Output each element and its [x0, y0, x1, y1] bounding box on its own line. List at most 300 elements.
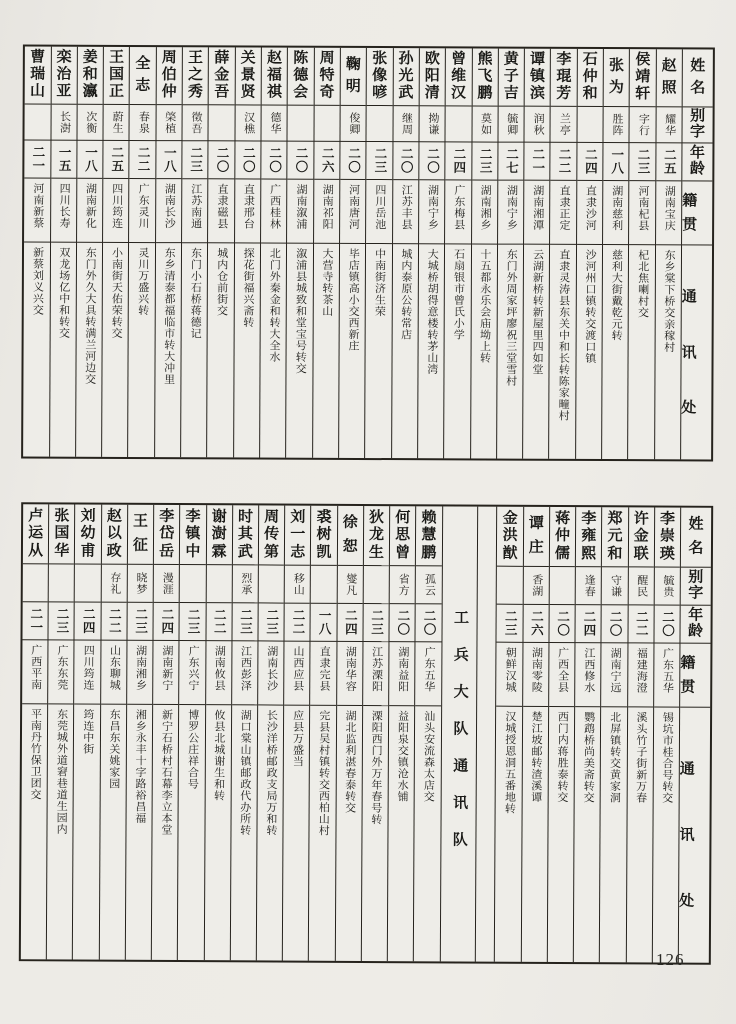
native-place-cell-text: 湖南长沙	[265, 645, 278, 692]
age-cell-text: 二〇	[555, 609, 570, 638]
name-cell-char: 志	[290, 544, 306, 561]
name-cell	[51, 47, 77, 105]
age-cell	[49, 602, 74, 640]
age-cell	[472, 142, 497, 180]
courtesy-name-cell	[311, 566, 336, 604]
address-cell-text: 沙河州口镇转交渡口镇	[583, 248, 597, 364]
name-cell	[180, 505, 206, 565]
name-cell-char: 清	[424, 85, 440, 102]
name-cell-char: 喭	[372, 85, 388, 102]
native-place-cell-text: 四川岳池	[373, 184, 386, 231]
native-place-cell	[103, 179, 129, 243]
age-cell	[337, 604, 362, 642]
courtesy-name-cell	[628, 567, 653, 605]
address-cell-text: 益阳泉交镇沧水铺	[396, 710, 409, 803]
native-place-cell	[127, 641, 153, 705]
address-cell-text: 东门外久大具转满兰河边交	[83, 246, 97, 385]
column-header	[682, 181, 712, 245]
courtesy-name-cell-text: 汉樵	[242, 111, 255, 135]
native-place-cell-text: 湖南新宁	[160, 644, 173, 691]
age-cell	[314, 142, 339, 180]
name-cell-char: 陈	[293, 50, 309, 67]
column-header	[681, 568, 711, 606]
name-cell	[314, 48, 340, 106]
age-cell	[288, 142, 313, 180]
address-cell	[73, 704, 100, 959]
courtesy-name-cell-text: 移山	[292, 572, 305, 596]
native-place-cell	[206, 641, 232, 705]
native-place-cell	[311, 642, 337, 706]
age-cell	[285, 604, 310, 642]
entry-column	[575, 49, 603, 459]
native-place-cell-text: 朝鲜汉城	[504, 646, 517, 693]
native-place-cell	[629, 181, 655, 245]
age-cell	[549, 605, 574, 643]
address-cell-text: 东门小石桥蒋德记	[189, 247, 202, 340]
courtesy-name-cell	[602, 567, 627, 605]
native-place-cell	[75, 640, 101, 704]
name-cell-char: 谭	[528, 516, 544, 533]
address-cell	[655, 245, 681, 459]
native-place-cell-text: 广东五华	[661, 647, 674, 694]
address-cell	[23, 242, 49, 456]
courtesy-name-cell	[183, 105, 208, 141]
age-cell-text: 二四	[81, 607, 96, 635]
age-cell-text: 二〇	[399, 147, 414, 175]
address-cell-text: 完县吴村镇转交西柏山村	[317, 709, 330, 837]
name-cell-char: 元	[607, 528, 623, 545]
address-cell-text: 中南街济生荣	[373, 248, 386, 318]
native-place-cell-text: 四川长寿	[58, 182, 71, 229]
address-cell-text: 东昌东关姚家园	[107, 708, 121, 790]
native-place-cell	[340, 180, 366, 244]
name-cell-char: 刘	[290, 509, 306, 526]
entry-column	[230, 505, 259, 960]
entry-column	[180, 47, 208, 457]
name-cell-char: 金	[633, 528, 649, 545]
name-cell-char: 崇	[659, 528, 675, 545]
entry-column	[75, 47, 103, 457]
address-cell	[600, 707, 627, 962]
entry-column	[46, 504, 75, 959]
age-cell-text: 二七	[504, 147, 519, 175]
courtesy-name-cell-text: 胜阵	[610, 113, 624, 137]
name-cell-char: 赵	[266, 50, 283, 67]
entry-column	[334, 506, 363, 961]
column-header	[680, 644, 710, 708]
name-cell-char: 生	[368, 544, 384, 561]
name-cell-char: 赖	[421, 509, 437, 526]
name-cell-char: 秀	[187, 84, 203, 101]
name-cell-char: 蒋	[555, 510, 571, 527]
age-cell-text: 一八	[609, 148, 624, 176]
courtesy-name-cell	[101, 565, 126, 603]
column-header-char: 别	[688, 569, 704, 586]
name-cell-char: 照	[661, 80, 677, 97]
roster-table-bottom	[19, 502, 713, 965]
native-place-cell	[366, 180, 392, 244]
name-cell-char: 滨	[529, 85, 546, 102]
native-place-cell	[363, 642, 389, 706]
address-cell	[283, 706, 310, 961]
age-cell-text: 二三	[372, 147, 387, 175]
name-cell-char: 华	[54, 542, 70, 559]
name-cell-char: 武	[237, 543, 253, 560]
name-cell	[285, 506, 311, 566]
name-cell-char: 国	[109, 66, 125, 83]
native-place-cell-text: 福建海澄	[635, 647, 648, 694]
courtesy-name-cell	[577, 107, 602, 143]
age-cell-text: 二三	[264, 608, 279, 636]
address-cell	[309, 706, 336, 961]
native-place-cell-text: 直隶完县	[317, 645, 331, 692]
age-cell	[551, 143, 576, 181]
native-place-cell	[48, 640, 74, 704]
native-place-cell	[603, 181, 629, 245]
courtesy-name-cell	[656, 107, 681, 143]
courtesy-name-cell	[416, 566, 441, 604]
name-cell-char: 特	[319, 67, 335, 84]
entry-column	[494, 507, 523, 962]
native-place-cell-text: 湖南益阳	[396, 646, 409, 693]
entry-column	[177, 505, 206, 960]
native-place-cell-text: 河南新蔡	[31, 182, 44, 229]
age-cell-text: 一八	[317, 608, 332, 636]
entry-column	[206, 47, 234, 457]
age-cell-text: 二五	[662, 148, 677, 176]
column-header-char: 籍	[682, 193, 698, 210]
name-cell-char: 奇	[319, 84, 335, 101]
native-place-cell	[472, 180, 498, 244]
address-cell-text: 汕头安流森太店交	[422, 710, 435, 803]
address-cell-text: 杞北焦喇村交	[636, 249, 649, 319]
name-cell	[209, 47, 235, 105]
name-cell-char: 金	[214, 67, 230, 84]
age-cell	[446, 142, 471, 180]
name-cell	[628, 507, 654, 567]
name-cell-char: 凯	[316, 544, 332, 561]
native-place-cell-text: 四川筠连	[82, 644, 95, 691]
name-cell-char: 赵	[106, 508, 122, 525]
name-cell-char: 会	[293, 84, 309, 101]
entry-column	[549, 49, 577, 459]
name-cell-char: 正	[108, 83, 125, 100]
name-cell	[364, 506, 390, 566]
age-cell-text: 二二	[136, 145, 151, 174]
entry-column	[151, 505, 180, 960]
name-cell-char: 幼	[80, 525, 96, 542]
age-cell-text: 二〇	[425, 147, 440, 175]
entry-column	[417, 48, 445, 458]
name-cell-char: 李	[581, 510, 597, 527]
native-place-cell-text: 广西桂林	[268, 183, 281, 230]
age-cell	[127, 603, 152, 641]
age-cell-text: 二一	[30, 145, 45, 173]
entry-column	[391, 48, 419, 458]
native-place-cell-text: 广东东莞	[55, 644, 69, 691]
name-cell-char: 芳	[556, 85, 572, 102]
name-cell-char: 飞	[477, 68, 493, 85]
age-cell-text: 二五	[109, 145, 124, 173]
entry-column	[101, 47, 129, 457]
native-place-cell-text: 广西全县	[556, 646, 569, 694]
age-cell-text: 二〇	[293, 146, 308, 174]
courtesy-name-cell-text: 棨植	[163, 111, 176, 135]
entry-column	[49, 47, 77, 457]
section-title-column	[439, 506, 476, 961]
native-place-cell	[235, 179, 261, 243]
name-cell	[416, 506, 442, 566]
name-cell-char: 思	[395, 527, 411, 544]
address-cell	[76, 243, 102, 457]
name-cell-char: 德	[293, 67, 309, 84]
native-place-cell	[550, 181, 576, 245]
entry-column	[256, 505, 285, 960]
name-cell	[130, 47, 156, 105]
native-place-cell	[261, 180, 287, 244]
native-place-cell-text: 湖南湘潭	[531, 184, 544, 231]
native-place-cell	[156, 179, 182, 243]
age-cell-text: 二三	[478, 147, 493, 175]
column-header	[683, 49, 713, 107]
native-place-cell-text: 湖南攸县	[213, 645, 226, 692]
name-cell-char: 鹏	[421, 544, 437, 561]
name-cell	[23, 504, 49, 564]
address-cell-text: 城内泰原公转常店	[399, 248, 413, 341]
courtesy-name-cell	[498, 107, 523, 143]
address-cell	[178, 705, 205, 960]
name-cell-char: 琨	[556, 68, 572, 85]
native-place-cell	[179, 641, 205, 705]
native-place-cell-text: 直隶正定	[557, 184, 571, 231]
native-place-cell	[656, 181, 682, 245]
age-cell-text: 二三	[54, 607, 70, 635]
name-cell-char: 澍	[211, 526, 227, 543]
address-cell	[50, 243, 76, 457]
entry-column	[312, 48, 340, 458]
courtesy-name-cell	[259, 565, 284, 603]
name-cell-char: 周	[264, 508, 280, 526]
column-header-char: 贯	[680, 679, 696, 696]
address-cell-text: 湖口棠山镇邮政代办所转	[238, 709, 252, 836]
courtesy-name-cell	[604, 107, 629, 143]
age-cell-text: 二二	[212, 608, 227, 636]
age-cell	[390, 604, 415, 642]
entry-column	[285, 48, 313, 458]
name-cell	[498, 49, 524, 107]
courtesy-name-cell	[51, 105, 76, 141]
native-place-cell-text: 直隶磁县	[215, 183, 229, 230]
courtesy-name-cell-text: 俊卿	[347, 111, 360, 135]
address-cell-text: 汉城授恩洞五番地转	[503, 710, 516, 815]
native-place-cell	[654, 644, 680, 708]
entry-column	[154, 47, 182, 457]
name-cell-char: 之	[187, 67, 204, 84]
address-cell	[362, 706, 389, 961]
native-place-cell-text: 直隶沙河	[584, 184, 597, 231]
entry-column	[282, 506, 311, 961]
native-place-cell	[445, 180, 471, 244]
name-cell-char: 鹏	[477, 85, 493, 102]
address-cell-text: 北屏镇转交黄家洞	[608, 711, 621, 804]
courtesy-name-cell	[23, 564, 48, 602]
name-cell-char: 许	[633, 510, 649, 527]
age-cell	[340, 142, 365, 180]
address-cell-text: 东乡棠下桥交亲稼村	[662, 249, 676, 353]
age-cell	[209, 141, 234, 179]
name-cell	[655, 508, 681, 568]
name-cell-char: 猷	[502, 545, 518, 562]
entry-column	[652, 508, 681, 963]
name-cell-char: 仲	[582, 68, 598, 86]
courtesy-name-cell-text: 德华	[268, 111, 282, 135]
section-title: 工兵大队通讯队	[450, 609, 469, 869]
name-cell-char: 王	[109, 49, 125, 66]
entry-column	[98, 505, 127, 960]
name-cell	[577, 49, 603, 107]
courtesy-name-cell	[75, 564, 100, 602]
age-cell-text: 一五	[57, 145, 72, 173]
age-cell	[51, 141, 76, 179]
entry-column	[72, 504, 101, 959]
address-cell-text: 湘乡永丰十字路裕昌福	[133, 708, 147, 824]
courtesy-name-cell-text: 漫涯	[161, 571, 174, 595]
courtesy-name-cell-text: 香湖	[530, 573, 543, 597]
age-cell-text: 二二	[107, 607, 122, 635]
name-cell-char: 祺	[266, 84, 282, 101]
name-cell-char: 伯	[161, 67, 177, 84]
native-place-cell	[51, 179, 77, 243]
name-cell	[550, 507, 576, 567]
address-cell-text: 城内仓前街交	[215, 247, 228, 317]
column-header	[681, 508, 711, 568]
age-cell	[630, 143, 655, 181]
entry-column	[601, 49, 629, 459]
name-cell-char: 阳	[424, 68, 440, 85]
name-cell	[183, 47, 209, 105]
native-place-cell	[498, 181, 524, 245]
age-cell	[22, 602, 47, 640]
name-cell-char: 何	[395, 509, 411, 526]
name-cell-char: 瑞	[30, 66, 46, 83]
name-cell-char: 政	[106, 543, 122, 560]
native-place-cell	[284, 642, 310, 706]
age-cell-text: 二二	[290, 608, 306, 636]
page-number: 126	[656, 950, 685, 969]
column-header-char: 姓	[690, 58, 706, 75]
courtesy-name-cell	[550, 567, 575, 605]
name-cell	[75, 504, 101, 564]
name-cell-char: 熊	[477, 51, 493, 68]
address-cell	[155, 243, 181, 457]
column-header	[679, 708, 710, 963]
native-place-cell	[258, 641, 284, 705]
courtesy-name-cell	[232, 565, 257, 603]
native-place-cell-text: 湖南慈利	[610, 185, 623, 232]
entry-column	[470, 48, 498, 458]
courtesy-name-cell	[367, 106, 392, 142]
courtesy-name-cell	[180, 565, 205, 603]
column-header-char: 年	[688, 607, 704, 624]
name-cell-char: 曾	[451, 51, 467, 68]
name-cell-char: 恕	[342, 538, 358, 555]
age-cell-text: 二〇	[346, 146, 361, 174]
column-header-char: 讯	[681, 344, 697, 361]
entry-column	[654, 49, 682, 459]
age-cell-text: 二四	[343, 608, 358, 636]
name-cell-char: 靖	[635, 69, 651, 86]
name-cell-char: 汉	[450, 85, 467, 102]
name-cell-char: 维	[451, 68, 467, 85]
name-cell-char: 栾	[56, 49, 72, 66]
entry-column	[23, 47, 50, 457]
address-cell-text: 溆浦县城致和堂宝号转交	[294, 247, 307, 375]
age-cell-text: 二四	[583, 147, 598, 175]
name-cell-char: 姜	[82, 49, 98, 66]
age-cell-text: 二二	[556, 147, 572, 175]
age-cell-text: 二〇	[267, 146, 282, 174]
age-cell-text: 二三	[133, 607, 148, 635]
entry-column	[128, 47, 156, 457]
age-cell	[235, 141, 260, 179]
name-cell-char: 明	[345, 79, 361, 96]
address-cell	[497, 245, 523, 459]
address-cell-text: 十五都永乐会庙坳上转	[478, 248, 491, 364]
native-place-cell-text: 广东梅县	[452, 184, 465, 231]
entry-column	[573, 507, 602, 962]
age-cell	[156, 141, 181, 179]
address-cell-text: 新宁石桥村石幕李立本堂	[159, 708, 173, 836]
courtesy-name-cell	[206, 565, 231, 603]
address-cell-text: 新蔡刘义兴交	[31, 246, 44, 316]
age-cell-text: 二四	[159, 607, 174, 635]
name-cell-char: 欧	[424, 51, 440, 68]
name-cell-char: 谭	[530, 51, 546, 68]
age-cell-text: 二〇	[214, 146, 230, 174]
name-cell	[390, 506, 416, 566]
native-place-cell	[232, 641, 258, 705]
courtesy-name-cell-text: 兰亭	[558, 112, 571, 136]
age-cell	[154, 603, 179, 641]
courtesy-name-cell	[288, 106, 313, 142]
name-cell	[102, 505, 128, 565]
native-place-cell	[153, 641, 179, 705]
native-place-cell	[393, 180, 419, 244]
address-cell	[260, 244, 286, 458]
native-place-cell	[129, 179, 155, 243]
name-cell-char: 王	[133, 514, 149, 531]
name-cell-char: 其	[237, 526, 253, 543]
age-cell	[75, 602, 100, 640]
age-cell	[577, 143, 602, 181]
native-place-cell-text: 江西修水	[582, 647, 595, 694]
name-cell	[604, 49, 630, 107]
column-header-char: 字	[688, 585, 704, 602]
name-cell	[576, 507, 602, 567]
entry-column	[520, 507, 549, 962]
courtesy-name-cell-text: 拗谦	[426, 112, 439, 136]
address-cell-text: 毕店镇高小交西新庄	[346, 247, 360, 352]
age-cell-text: 一八	[83, 145, 98, 173]
column-header-char: 处	[681, 400, 697, 417]
age-cell	[393, 142, 418, 180]
age-cell-text: 二一	[28, 607, 43, 635]
column-header-char: 别	[690, 108, 706, 125]
address-cell	[234, 243, 260, 457]
age-cell-text: 二三	[635, 148, 651, 176]
column-header-char: 通	[679, 761, 695, 778]
name-cell	[367, 48, 393, 106]
